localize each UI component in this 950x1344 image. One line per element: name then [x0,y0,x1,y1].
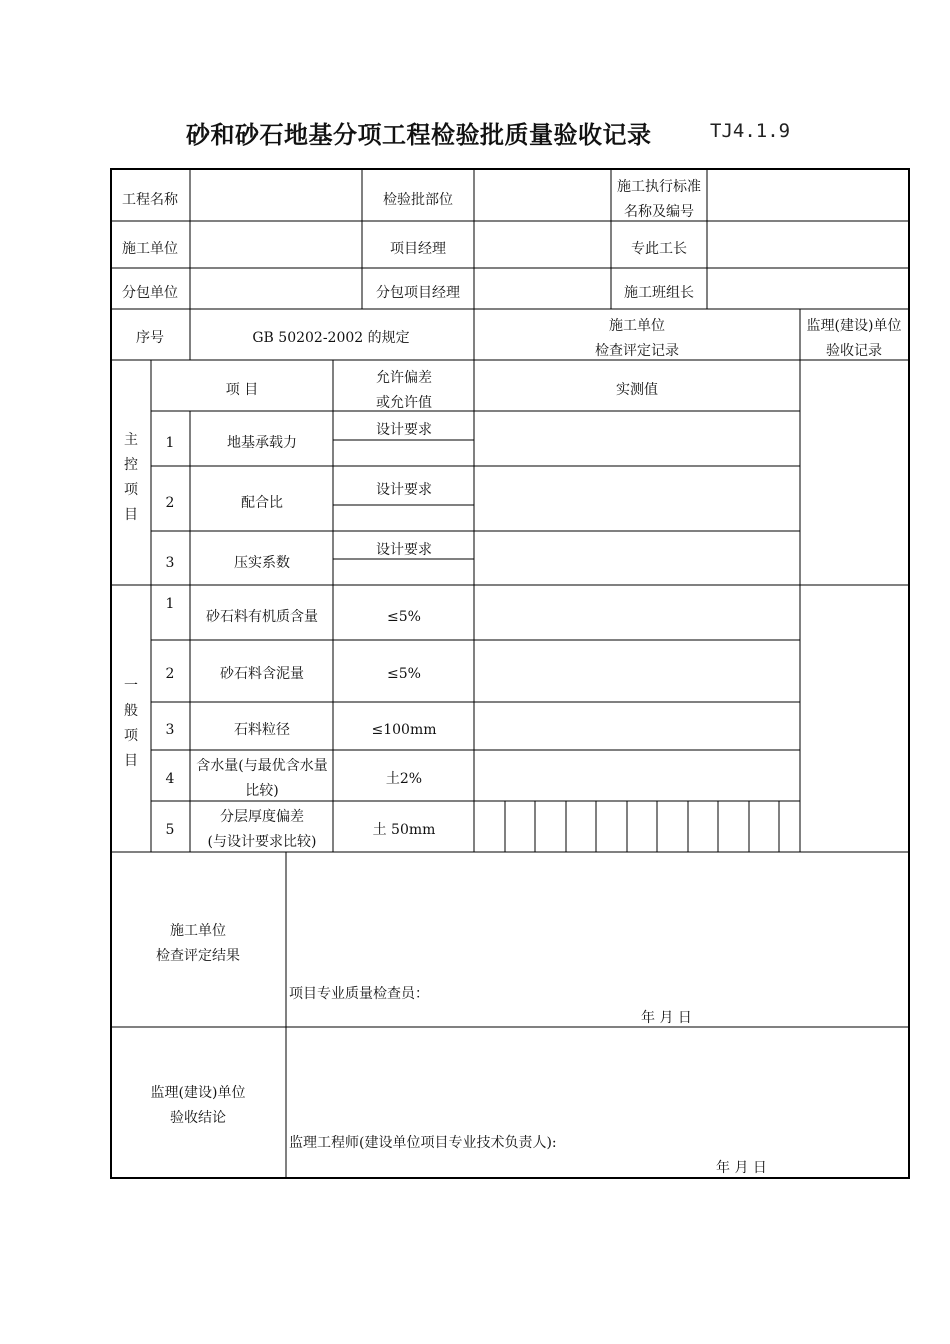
general-item-name-line2: 比较) [245,783,279,799]
main-item-name: 地基承载力 [227,435,297,451]
label-foreman: 专此工长 [631,241,687,257]
contractor-result-line2: 检查评定结果 [156,948,240,964]
main-item-requirement: 设计要求 [376,542,432,558]
contractor-result-line1: 施工单位 [170,923,226,939]
label-project-manager: 项目经理 [390,241,446,257]
supervision-date: 年 月 日 [716,1160,767,1176]
general-item-no: 2 [165,666,175,682]
general-group-char: 一 [124,678,138,694]
col-tolerance-line2: 或允许值 [376,395,432,411]
general-item-name-line1: 分层厚度偏差 [220,809,304,825]
general-item-tolerance: 土2% [385,771,423,787]
main-item-no: 1 [165,435,175,451]
label-subcontractor: 分包单位 [122,285,178,301]
supervision-conclusion-line2: 验收结论 [170,1110,226,1126]
general-item-tolerance: 土 50mm [372,822,436,838]
general-item-name: 砂石料有机质含量 [206,609,318,625]
general-group-char: 般 [124,703,138,719]
main-group-char: 主 [124,432,138,448]
label-project-name: 工程名称 [122,192,178,208]
general-item-tolerance: ≤5% [387,666,421,682]
general-item-name: 石料粒径 [234,722,290,738]
general-item-tolerance: ≤100mm [371,722,437,738]
contractor-date: 年 月 日 [641,1010,692,1026]
main-item-requirement: 设计要求 [376,482,432,498]
col-item: 项 目 [225,382,259,398]
supervision-conclusion-line1: 监理(建设)单位 [150,1085,246,1101]
col-seq: 序号 [136,330,164,346]
col-spec: GB 50202-2002 的规定 [252,330,410,346]
label-team-leader: 施工班组长 [624,285,694,301]
label-contractor: 施工单位 [122,241,178,257]
main-group-char: 项 [124,482,138,498]
label-batch-part: 检验批部位 [383,192,453,208]
col-supervision-line2: 验收记录 [826,343,882,359]
general-item-no: 3 [165,722,175,738]
label-standard-line1: 施工执行标准 [617,179,701,195]
col-measured: 实测值 [616,382,658,398]
col-tolerance-line1: 允许偏差 [376,370,432,386]
col-check-line2: 检查评定记录 [595,343,679,359]
label-sub-manager: 分包项目经理 [376,285,460,301]
general-group-char: 目 [124,753,138,769]
main-item-no: 3 [165,555,175,571]
main-item-no: 2 [165,495,175,511]
general-item-name: 砂石料含泥量 [220,666,304,682]
general-item-no: 1 [165,596,175,612]
main-item-requirement: 设计要求 [376,422,432,438]
main-group-char: 目 [124,507,138,523]
supervising-engineer-label: 监理工程师(建设单位项目专业技术负责人): [289,1135,557,1151]
general-item-name-line1: 含水量(与最优含水量 [196,758,328,774]
general-item-no: 4 [165,771,175,787]
main-item-name: 配合比 [241,495,283,511]
col-supervision-line1: 监理(建设)单位 [806,318,902,334]
form-code: TJ4.1.9 [710,120,791,142]
main-group-char: 控 [124,457,138,473]
general-item-no: 5 [165,822,175,838]
col-check-line1: 施工单位 [609,318,665,334]
page-title: 砂和砂石地基分项工程检验批质量验收记录 [186,121,652,149]
quality-inspector-label: 项目专业质量检查员： [289,986,429,1002]
main-item-name: 压实系数 [234,555,290,571]
general-group-char: 项 [124,728,138,744]
label-standard-line2: 名称及编号 [624,204,694,220]
general-item-name-line2: (与设计要求比较) [207,834,317,850]
general-item-tolerance: ≤5% [387,609,421,625]
